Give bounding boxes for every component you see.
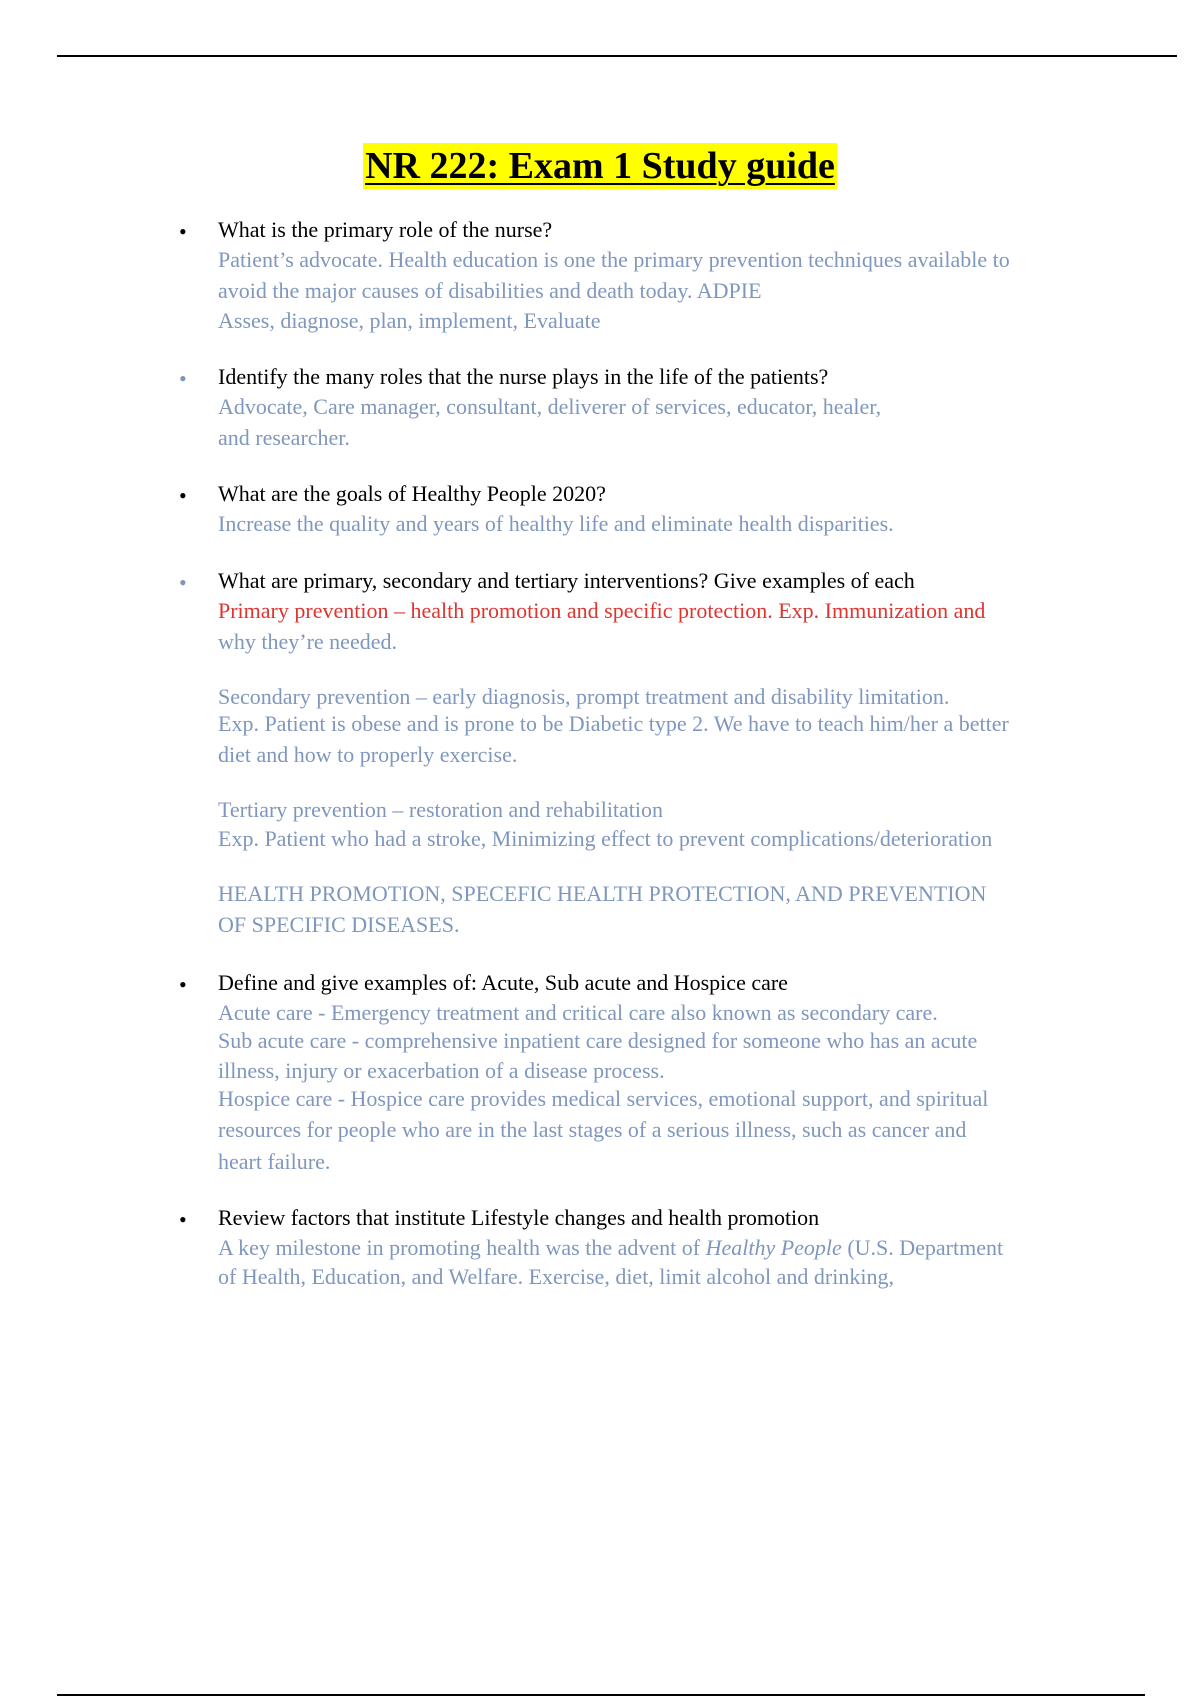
bullet-icon: • bbox=[179, 570, 187, 595]
answer-line: why they’re needed. bbox=[218, 629, 397, 654]
answer-line: and researcher. bbox=[218, 425, 350, 450]
answer-line-summary: HEALTH PROMOTION, SPECEFIC HEALTH PROTECTION, AND PREVENTION bbox=[218, 881, 987, 906]
answer-line-summary: OF SPECIFIC DISEASES. bbox=[218, 912, 460, 937]
answer-segment-italic: Healthy People bbox=[705, 1235, 842, 1260]
answer-line: Advocate, Care manager, consultant, deliverer of services, educator, healer, bbox=[218, 394, 882, 419]
answer-line-secondary: Secondary prevention – early diagnosis, prompt treatment and disability limitation. bbox=[218, 684, 950, 709]
answer-line: Exp. Patient is obese and is prone to be Diabetic type 2. We have to teach him/her a better bbox=[218, 711, 1009, 736]
answer-line: of Health, Education, and Welfare. Exercise, diet, limit alcohol and drinking, bbox=[218, 1264, 894, 1289]
question: Review factors that institute Lifestyle changes and health promotion bbox=[218, 1205, 820, 1230]
answer-line bbox=[218, 1233, 1003, 1263]
bullet-icon: • bbox=[179, 483, 187, 508]
answer-line: avoid the major causes of disabilities and death today. ADPIE bbox=[218, 278, 762, 303]
bullet-icon: • bbox=[179, 972, 187, 997]
question: Define and give examples of: Acute, Sub acute and Hospice care bbox=[218, 970, 788, 995]
answer-line: illness, injury or exacerbation of a disease process. bbox=[218, 1058, 665, 1083]
answer-segment: A key milestone in promoting health was the advent of bbox=[218, 1235, 706, 1260]
answer-line: Exp. Patient who had a stroke, Minimizing effect to prevent complications/deterioration bbox=[218, 826, 993, 851]
bottom-rule bbox=[57, 1694, 1145, 1696]
question: What is the primary role of the nurse? bbox=[218, 217, 553, 242]
page-title: NR 222: Exam 1 Study guide bbox=[365, 145, 835, 187]
answer-line: Asses, diagnose, plan, implement, Evaluate bbox=[218, 308, 601, 333]
bullet-icon: • bbox=[179, 219, 187, 244]
answer-line: Sub acute care - comprehensive inpatient care designed for someone who has an acute bbox=[218, 1028, 978, 1053]
bullet-icon: • bbox=[179, 1207, 187, 1232]
answer-segment: (U.S. Department bbox=[841, 1235, 1004, 1260]
question: What are primary, secondary and tertiary interventions? Give examples of each bbox=[218, 568, 915, 593]
answer-line-primary: Primary prevention – health promotion and specific protection. Exp. Immunization and bbox=[218, 598, 986, 623]
title-block bbox=[0, 143, 1200, 189]
answer-line: heart failure. bbox=[218, 1149, 331, 1174]
answer-line-tertiary: Tertiary prevention – restoration and rehabilitation bbox=[218, 797, 664, 822]
answer-line: Patient’s advocate. Health education is one the primary prevention techniques available to bbox=[218, 247, 1010, 272]
question: What are the goals of Healthy People 2020? bbox=[218, 481, 606, 506]
answer-line: Hospice care - Hospice care provides medical services, emotional support, and spiritual bbox=[218, 1086, 989, 1111]
answer-line: Increase the quality and years of healthy life and eliminate health disparities. bbox=[218, 511, 894, 536]
top-rule bbox=[57, 55, 1177, 57]
question: Identify the many roles that the nurse plays in the life of the patients? bbox=[218, 364, 829, 389]
answer-line: diet and how to properly exercise. bbox=[218, 742, 518, 767]
answer-line: Acute care - Emergency treatment and critical care also known as secondary care. bbox=[218, 1000, 938, 1025]
answer-line: resources for people who are in the last stages of a serious illness, such as cancer and bbox=[218, 1117, 967, 1142]
bullet-icon: • bbox=[179, 366, 187, 391]
